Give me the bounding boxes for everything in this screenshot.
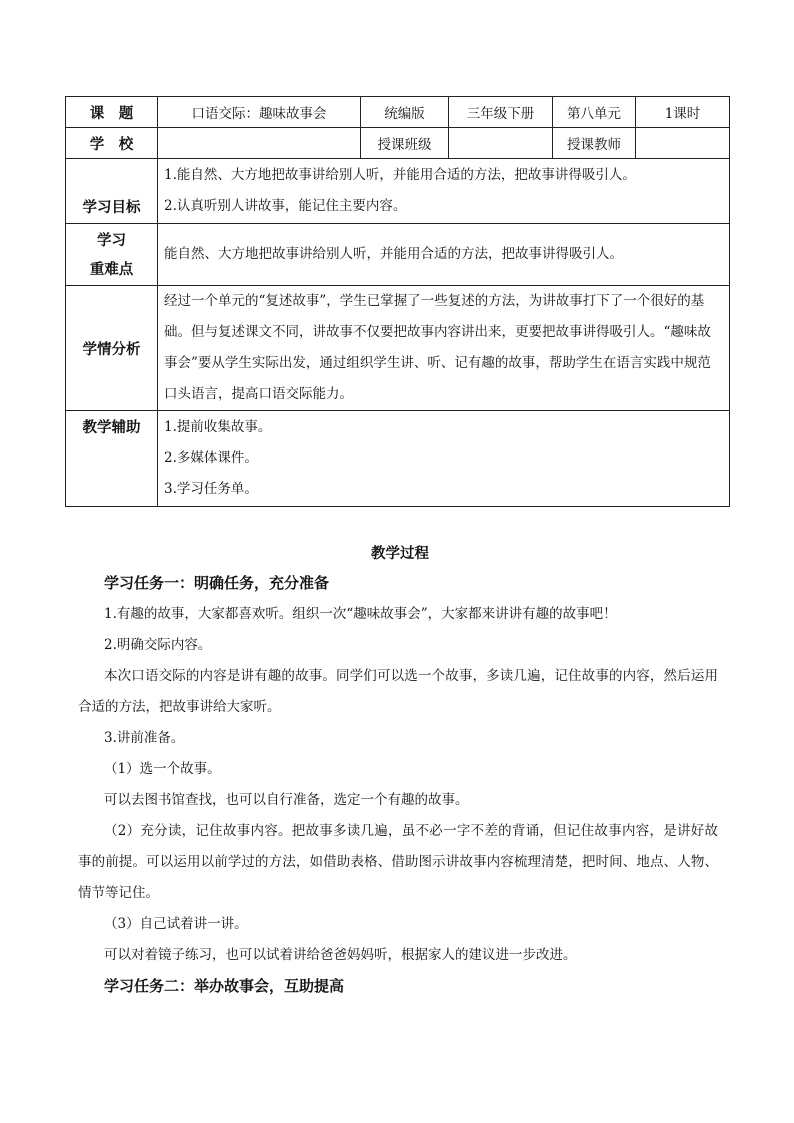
table-row-aids bbox=[66, 411, 730, 507]
teacher-label: 授课教师 bbox=[553, 128, 636, 159]
school-value bbox=[158, 128, 361, 159]
paragraph: 3.讲前准备。 bbox=[104, 730, 185, 746]
table-row-analysis bbox=[66, 286, 730, 411]
paragraph: 可以去图书馆查找，也可以自行准备，选定一个有趣的故事。 bbox=[104, 792, 469, 808]
task1-heading: 学习任务一：明确任务，充分准备 bbox=[104, 574, 330, 592]
lesson-info-table bbox=[65, 96, 730, 507]
key-points-label bbox=[66, 224, 158, 286]
teacher-value bbox=[636, 128, 730, 159]
aid-item: 3.学习任务单。 bbox=[164, 481, 258, 497]
paragraph: 1.有趣的故事，大家都喜欢听。组织一次“趣味故事会”，大家都来讲讲有趣的故事吧！ bbox=[104, 606, 617, 622]
analysis-content: 经过一个单元的“复述故事”，学生已掌握了一些复述的方法，为讲故事打下了一个很好的基础。但与复述课文不同，讲故事不仅要把故事内容讲出来，更要把故事讲得吸引人。“趣味故事会”要从学生实际出发，通过组织学生讲、听、记有趣的故事，帮助学生在语言实践中规范口头语言，提高口语交际能力。 bbox=[158, 286, 730, 411]
teaching-process bbox=[78, 540, 718, 1002]
edition: 统编版 bbox=[361, 97, 449, 128]
topic-label: 课 题 bbox=[66, 97, 158, 128]
aids-label: 教学辅助 bbox=[66, 411, 158, 507]
paragraph: 2.明确交际内容。 bbox=[104, 637, 212, 653]
table-row-goals bbox=[66, 159, 730, 224]
key-points-label-line2: 重难点 bbox=[89, 261, 134, 278]
paragraph: （1）选一个故事。 bbox=[104, 761, 221, 777]
table-row-topic bbox=[66, 97, 730, 128]
goals-content bbox=[158, 159, 730, 224]
unit: 第八单元 bbox=[553, 97, 636, 128]
task2-heading: 学习任务二：举办故事会，互助提高 bbox=[104, 977, 345, 995]
aid-item: 1.提前收集故事。 bbox=[164, 419, 272, 435]
paragraph: 可以对着镜子练习，也可以试着讲给爸爸妈妈听，根据家人的建议进一步改进。 bbox=[104, 947, 577, 963]
table-row-key-points bbox=[66, 224, 730, 286]
paragraph: 本次口语交际的内容是讲有趣的故事。同学们可以选一个故事，多读几遍，记住故事的内容，然后运用合适的方法，把故事讲给大家听。 bbox=[78, 668, 718, 715]
process-title: 教学过程 bbox=[371, 545, 429, 562]
grade: 三年级下册 bbox=[449, 97, 553, 128]
aid-item: 2.多媒体课件。 bbox=[164, 450, 258, 466]
aids-content bbox=[158, 411, 730, 507]
goals-label: 学习目标 bbox=[66, 159, 158, 224]
key-points-content: 能自然、大方地把故事讲给别人听，并能用合适的方法，把故事讲得吸引人。 bbox=[158, 224, 730, 286]
table-row-school bbox=[66, 128, 730, 159]
class-value bbox=[449, 128, 553, 159]
class-label: 授课班级 bbox=[361, 128, 449, 159]
school-label: 学 校 bbox=[66, 128, 158, 159]
goal-item: 1.能自然、大方地把故事讲给别人听，并能用合适的方法，把故事讲得吸引人。 bbox=[164, 167, 636, 183]
class-hours: 1课时 bbox=[636, 97, 730, 128]
key-points-label-line1: 学习 bbox=[97, 232, 126, 249]
paragraph: （2）充分读，记住故事内容。把故事多读几遍，虽不必一字不差的背诵，但记住故事内容，是讲好故事的前提。可以运用以前学过的方法，如借助表格、借助图示讲故事内容梳理清楚，把时间、地点、人物、情节等记住。 bbox=[78, 823, 718, 901]
lesson-title: 口语交际：趣味故事会 bbox=[158, 97, 361, 128]
goal-item: 2.认真听别人讲故事，能记住主要内容。 bbox=[164, 198, 407, 214]
paragraph: （3）自己试着讲一讲。 bbox=[104, 916, 248, 932]
analysis-label: 学情分析 bbox=[66, 286, 158, 411]
